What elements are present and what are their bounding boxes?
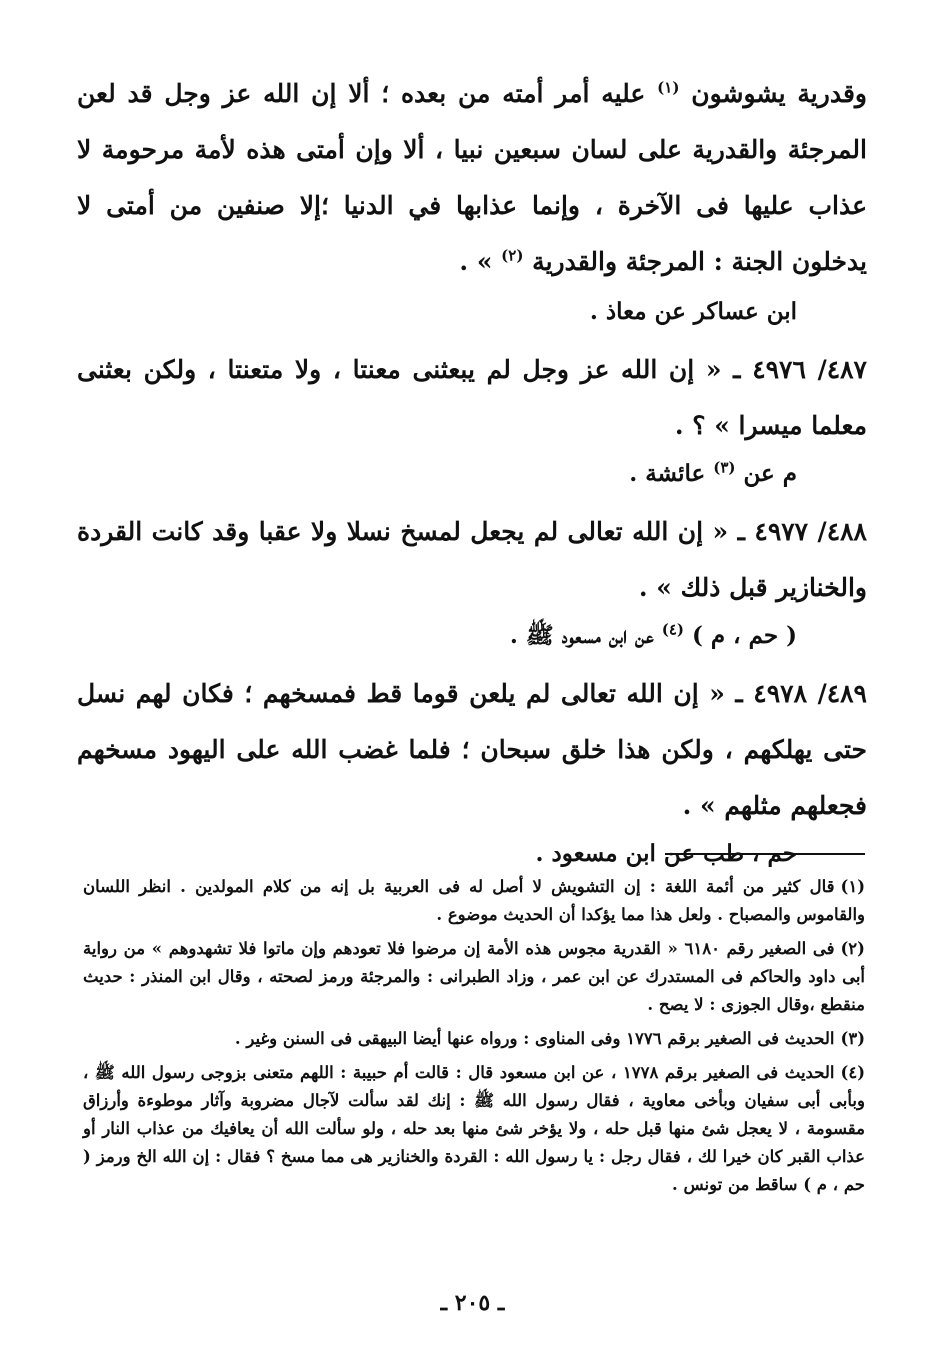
- footnote-3: [83, 1025, 865, 1053]
- hadith-continuation: [77, 66, 867, 290]
- footnote-ref-2[interactable]: (٢): [501, 246, 524, 265]
- footnote-ref-4[interactable]: (٤): [661, 620, 684, 639]
- source-attribution: [77, 616, 797, 656]
- footnote-1: [83, 873, 865, 929]
- source3-part2: عن ابن مسعود ﷺ .: [509, 622, 654, 649]
- hadith-487: ٤٨٧/ ٤٩٧٦ ـ « إن الله عز وجل لم يبعثنى معنتا ، ولا متعنتا ، ولكن بعثنى معلما ميسرا » ؟ .: [77, 355, 867, 440]
- footnote-number: (٣): [840, 1029, 865, 1048]
- footnote-text: قال كثير من أئمة اللغة : إن التشويش لا أصل له فى العربية بل إنه من كلام المولدين . انظر اللسان والقاموس والمصباح . ولعل هذا مما يؤكدا أن الحديث موضوع .: [83, 877, 865, 924]
- footnote-text: الحديث فى الصغير برقم ١٧٧٨ ، عن ابن مسعود قال : قالت أم حبيبة : اللهم متعنى بزوجى رسول الله ﷺ ، وبأبى أبى سفيان وبأخى معاوية ، فقال رسول الله ﷺ : إنك لقد سألت لآجال مضروبة وآثار موطوءة وأرزاق مقسومة ، لا يعجل شئ منها قبل حله ، ولا يؤخر شئ منها بعد حله ، ولو سألت الله أن يعافيك من عذاب النار أو عذاب القبر كان خيرا لك ، فقال رجل : يا رسول الله : القردة والخنازير هى مما مسخ ؟ فقال : إن الله الخ ورمز ( حم ، م ) ساقط من تونس .: [83, 1063, 865, 1194]
- source-attribution: حم ، طب عن ابن مسعود .: [535, 840, 797, 867]
- hadith-488: ٤٨٨/ ٤٩٧٧ ـ « إن الله تعالى لم يجعل لمسخ نسلا ولا عقبا وقد كانت القردة والخنازير قبل ذلك » .: [77, 517, 867, 602]
- source-attribution: [77, 454, 797, 494]
- footnote-ref-3[interactable]: (٣): [713, 458, 736, 477]
- footnote-4: [83, 1059, 865, 1199]
- footnotes: [83, 873, 865, 1205]
- para1-part1: وقدرية يشوشون: [691, 79, 867, 108]
- footnote-text: فى الصغير رقم ٦١٨٠ « القدرية مجوس هذه الأمة إن مرضوا فلا تعودهم وإن ماتوا فلا تشهدوهم » من رواية أبى داود والحاكم فى المستدرك عن ابن عمر ، وزاد الطبرانى : والمرجئة ورمز لصحته ، وقال ابن المنذر : حديث منقطع ،وقال الجوزى : لا يصح .: [83, 939, 865, 1014]
- source2-part1: م عن: [743, 460, 797, 487]
- footnote-text: الحديث فى الصغير برقم ١٧٧٦ وفى المناوى : ورواه عنها أيضا البيهقى فى السنن وغير .: [234, 1029, 835, 1048]
- hadith-489: ٤٨٩/ ٤٩٧٨ ـ « إن الله تعالى لم يلعن قوما قط فمسخهم ؛ فكان لهم نسل حتى يهلكهم ، ولكن هذا خلق سبحان ؛ فلما غضب الله على اليهود مسخهم فجعلهم مثلهم » .: [77, 679, 867, 820]
- footnote-2: [83, 935, 865, 1019]
- footnote-ref-1[interactable]: (١): [657, 78, 680, 97]
- source2-part2: عائشة .: [629, 460, 706, 487]
- footnote-number: (٢): [840, 939, 865, 958]
- page-number: ـ ٢٠٥ ـ: [440, 1290, 505, 1316]
- footnote-number: (٤): [840, 1063, 865, 1082]
- footnote-number: (١): [840, 877, 865, 896]
- source3-part1: ( حم ، م ): [692, 622, 797, 649]
- para1-part2: عليه أمر أمته من بعده ؛ ألا إن الله عز وجل قد لعن المرجئة والقدرية على لسان سبعين نبيا ، ألا وإن أمتى هذه لأمة مرحومة لا عذاب عليها فى الآخرة ، وإنما عذابها في الدنيا ؛إلا صنفين من أمتى لا يدخلون الجنة : المرجئة والقدرية: [77, 79, 867, 276]
- footnote-divider: [665, 853, 865, 855]
- main-text: [77, 66, 867, 884]
- source-attribution: ابن عساكر عن معاذ .: [589, 298, 797, 325]
- para1-part3: » .: [459, 247, 493, 276]
